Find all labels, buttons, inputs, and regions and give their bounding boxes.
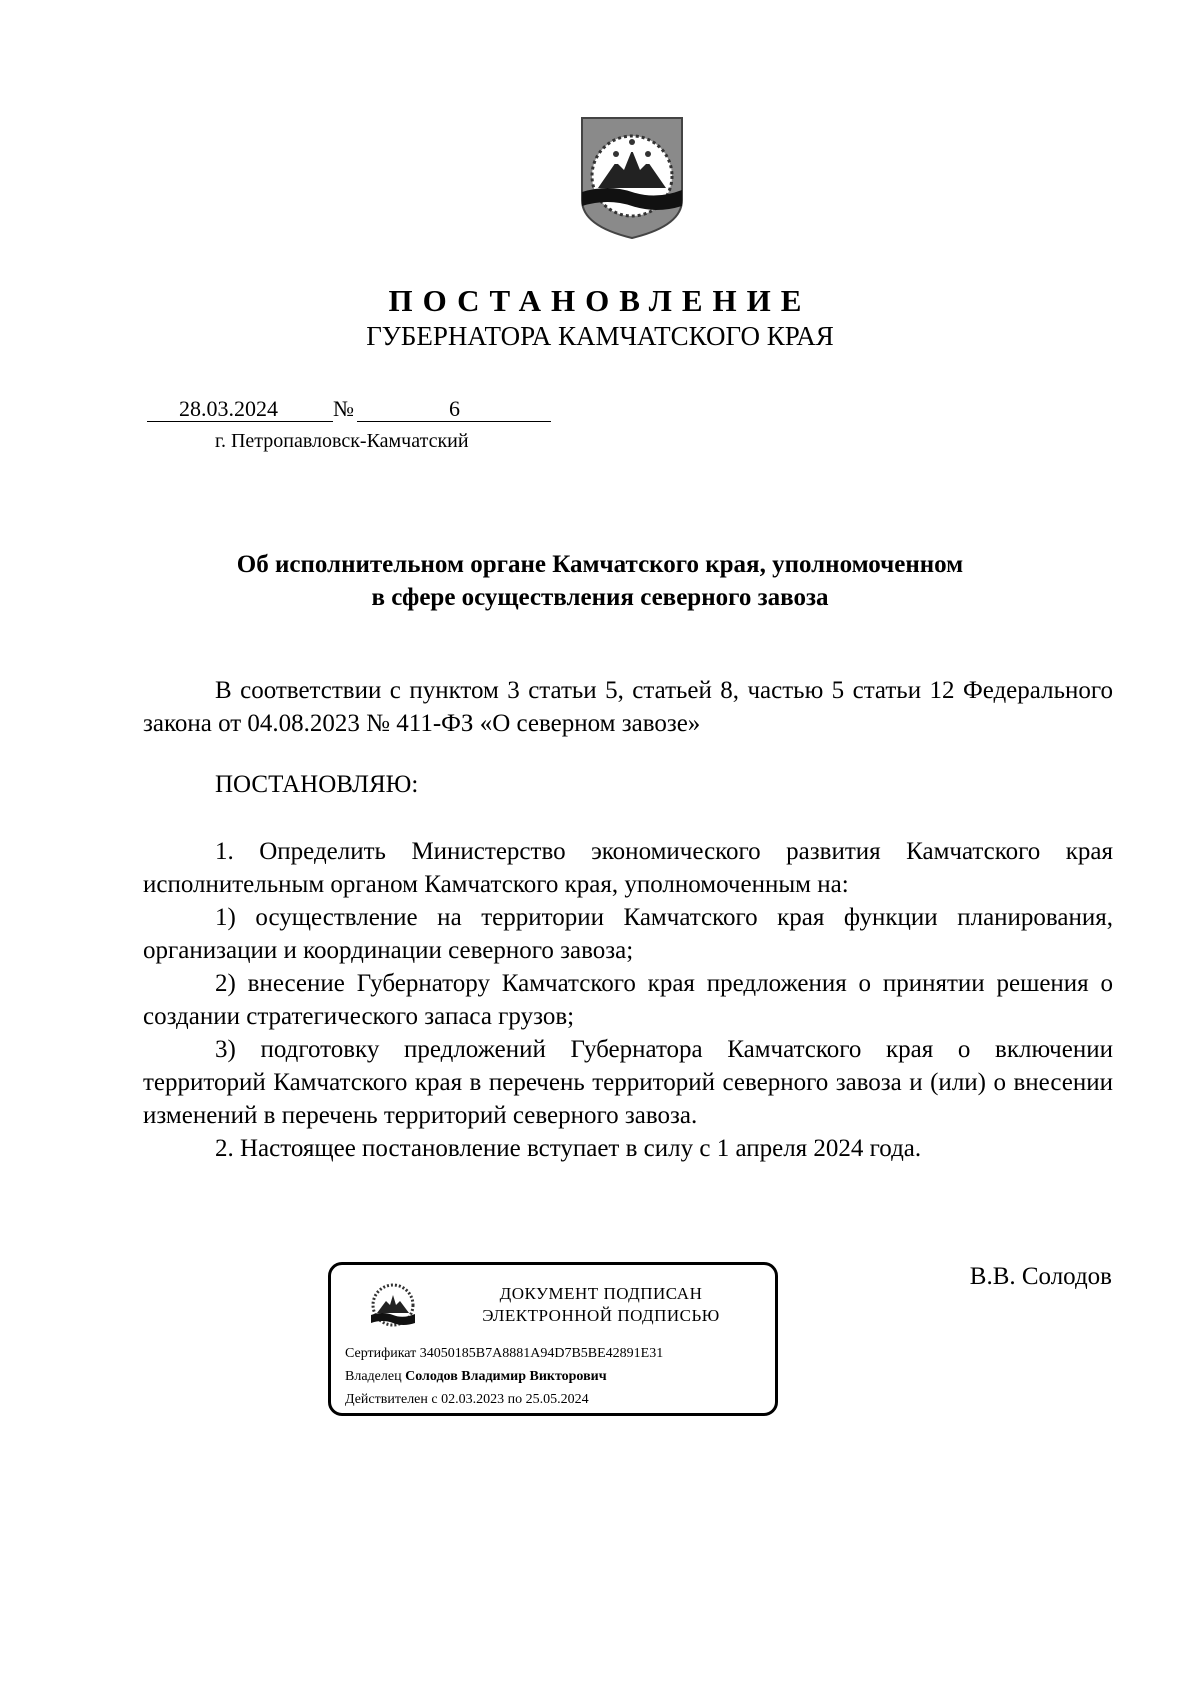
title-line-1: Об исполнительном органе Камчатского края, уполномоченном: [236, 551, 964, 578]
registration-line: [147, 396, 551, 426]
stamp-heading: [431, 1283, 771, 1327]
stamp-heading-line-2: ЭЛЕКТРОННОЙ ПОДПИСЬЮ: [482, 1306, 720, 1325]
valid-label: Действителен: [345, 1392, 428, 1407]
decree-item: 1) осуществление на территории Камчатского края функции планирования, организации и координации северного завоза;: [143, 904, 1113, 964]
validity-row: [345, 1391, 589, 1409]
owner-value: Солодов Владимир Викторович: [405, 1369, 607, 1384]
valid-from-date: 02.03.2023: [441, 1392, 505, 1407]
stamp-heading-line-1: ДОКУМЕНТ ПОДПИСАН: [499, 1284, 703, 1303]
certificate-value: 34050185B7A8881A94D7B5BE42891E31: [419, 1346, 664, 1361]
owner-row: [345, 1368, 607, 1386]
title-line-2: в сфере осуществления северного завоза: [371, 584, 829, 611]
document-date: 28.03.2024: [179, 396, 278, 421]
decree-word: ПОСТАНОВЛЯЮ:: [215, 771, 419, 798]
valid-to-label: по: [507, 1392, 523, 1407]
document-title: [0, 548, 1200, 614]
preamble-text: В соответствии с пунктом 3 статьи 5, статьей 8, частью 5 статьи 12 Федерального закона от 04.08.2023 № 411-ФЗ «О северном завозе»: [143, 677, 1113, 737]
preamble-paragraph: [143, 674, 1113, 740]
electronic-signature-stamp: [328, 1262, 778, 1416]
certificate-label: Сертификат: [345, 1346, 417, 1361]
decree-item: 1. Определить Министерство экономического развития Камчатского края исполнительным органом Камчатского края, уполномоченным на:: [143, 838, 1113, 898]
coat-of-arms-emblem: [578, 114, 686, 242]
decree-items: [143, 835, 1113, 1165]
certificate-row: [345, 1345, 663, 1363]
decree-item: 2) внесение Губернатору Камчатского края предложения о принятии решения о создании стратегического запаса грузов;: [143, 970, 1113, 1030]
signer-name: В.В. Солодов: [969, 1263, 1112, 1290]
document-number: 6: [449, 396, 460, 421]
stamp-emblem-icon: [369, 1281, 417, 1333]
valid-from-label: с: [431, 1392, 438, 1407]
decree-item: 2. Настоящее постановление вступает в силу с 1 апреля 2024 года.: [215, 1135, 922, 1162]
document-city: г. Петропавловск-Камчатский: [215, 430, 469, 452]
valid-to-date: 25.05.2024: [525, 1392, 589, 1407]
decree-paragraph: [143, 768, 1113, 801]
decree-item: 3) подготовку предложений Губернатора Камчатского края о включении территорий Камчатского края в перечень территорий северного завоза и (или) о внесении изменений в перечень территорий северного завоза.: [143, 1036, 1113, 1129]
document-type-heading: ПОСТАНОВЛЕНИЕ: [388, 283, 812, 318]
document-issuer-heading: ГУБЕРНАТОРА КАМЧАТСКОГО КРАЯ: [366, 321, 834, 351]
number-sign: №: [333, 396, 354, 421]
owner-label: Владелец: [345, 1369, 402, 1384]
